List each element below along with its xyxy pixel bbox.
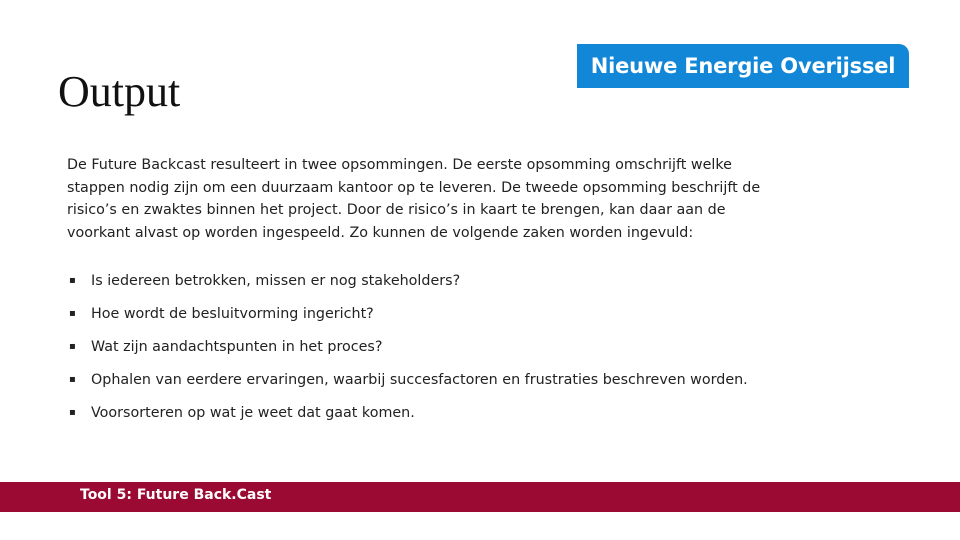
bullet-text: Hoe wordt de besluitvorming ingericht?	[91, 305, 374, 322]
bullet-text: Ophalen van eerdere ervaringen, waarbij succesfactoren en frustraties beschreven worden.	[91, 371, 748, 388]
bullet-text: Wat zijn aandachtspunten in het proces?	[91, 338, 383, 355]
list-item	[69, 363, 869, 396]
bullet-square-icon: ▪	[69, 374, 76, 385]
footer-bar	[0, 482, 960, 512]
brand-logo-text: Nieuwe Energie Overijssel	[590, 54, 896, 78]
bullet-list	[69, 264, 869, 429]
list-item	[69, 396, 869, 429]
bullet-square-icon: ▪	[69, 341, 76, 352]
bullet-square-icon: ▪	[69, 308, 76, 319]
bullet-text: Voorsorteren op wat je weet dat gaat komen.	[91, 404, 415, 421]
slide-title: Output	[58, 67, 181, 116]
bullet-square-icon: ▪	[69, 407, 76, 418]
bullet-text: Is iedereen betrokken, missen er nog stakeholders?	[91, 272, 461, 289]
intro-paragraph: De Future Backcast resulteert in twee opsommingen. De eerste opsomming omschrijft welke stappen nodig zijn om een duurzaam kantoor op te leveren. De tweede opsomming beschrijft de risico’s en zwaktes binnen het project. Door de risico’s in kaart te brengen, kan daar aan de voorkant alvast op worden ingespeeld. Zo kunnen de volgende zaken worden ingevuld:	[67, 157, 761, 241]
list-item	[69, 264, 869, 297]
footer-title: Tool 5: Future Back.Cast	[80, 487, 272, 503]
brand-logo	[577, 44, 909, 88]
list-item	[69, 297, 869, 330]
bullet-square-icon: ▪	[69, 275, 76, 286]
list-item	[69, 330, 869, 363]
